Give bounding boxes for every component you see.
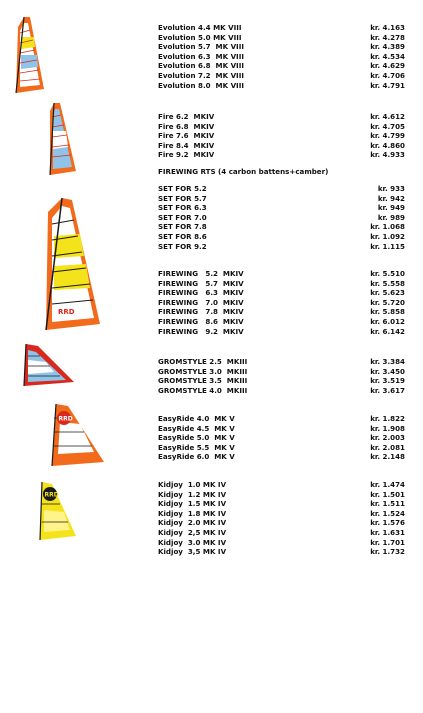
gromstyle-price-list — [158, 357, 405, 395]
gromstyle-price-row — [158, 376, 405, 386]
evolution-price-row — [158, 71, 405, 81]
model-name: SET FOR 7.8 — [158, 222, 207, 232]
model-name: FIREWING 7.8 MKIV — [158, 307, 244, 317]
model-price: kr. 4.163 — [370, 23, 405, 32]
gromstyle-sail-image — [20, 342, 76, 388]
model-price: kr. 5.720 — [370, 297, 405, 307]
model-price: kr. 949 — [377, 203, 405, 213]
easyride-price-row — [158, 414, 405, 424]
easyride-price-list — [158, 414, 405, 462]
model-name: FIREWING 7.0 MKIV — [158, 297, 244, 307]
fire-price-row — [158, 131, 405, 141]
model-price: kr. 4.278 — [370, 32, 405, 42]
model-name: Evolution 8.0 MK VIII — [158, 80, 244, 90]
model-name: Evolution 6.8 MK VIII — [158, 61, 244, 71]
fire-price-list — [158, 112, 405, 160]
model-name: Fire 6.2 MKIV — [158, 112, 215, 121]
model-price: kr. 4.799 — [370, 131, 405, 141]
model-name: Kidjoy 2.0 MK IV — [158, 518, 227, 528]
gromstyle-price-row — [158, 357, 405, 367]
kidjoy-price-row — [158, 480, 405, 490]
setfor-price-row — [158, 194, 405, 204]
model-price: kr. 5.510 — [370, 269, 405, 278]
model-name: SET FOR 8.6 — [158, 231, 207, 241]
firewing-price-row — [158, 279, 405, 289]
firewing-price-row — [158, 307, 405, 317]
model-name: Fire 9.2 MKIV — [158, 150, 215, 160]
model-price: kr. 1.501 — [370, 489, 405, 499]
model-price: kr. 1.822 — [370, 414, 405, 423]
evolution-sail-image — [10, 15, 46, 95]
model-price: kr. 3.519 — [370, 376, 405, 386]
evolution-price-row — [158, 61, 405, 71]
fire-sail-image — [44, 101, 80, 177]
model-name: SET FOR 5.2 — [158, 184, 207, 193]
model-price: kr. 4.933 — [370, 150, 405, 160]
model-price: kr. 1.115 — [370, 241, 405, 251]
model-name: Kidjoy 2,5 MK IV — [158, 527, 227, 537]
fire-price-row — [158, 112, 405, 122]
kidjoy-price-row — [158, 538, 405, 548]
evolution-price-list — [158, 23, 405, 90]
easyride-price-row — [158, 424, 405, 434]
model-name: Evolution 5.7 MK VIII — [158, 42, 244, 52]
model-name: Fire 6.8 MKIV — [158, 121, 215, 131]
model-name: Kidjoy 3.0 MK IV — [158, 537, 227, 547]
model-price: kr. 5.558 — [370, 278, 405, 288]
firewing-rts-heading: FIREWING RTS (4 carbon battens+camber) — [158, 167, 329, 176]
model-price: kr. 3.450 — [370, 366, 405, 376]
model-name: Kidjoy 1.0 MK IV — [158, 480, 227, 489]
fire-price-row — [158, 150, 405, 160]
firewing-price-list — [158, 269, 405, 336]
model-name: Evolution 7.2 MK VIII — [158, 70, 244, 80]
model-name: FIREWING 6.3 MKIV — [158, 288, 244, 298]
model-price: kr. 1.068 — [370, 222, 405, 232]
model-price: kr. 2.003 — [370, 433, 405, 443]
model-name: FIREWING 8.6 MKIV — [158, 316, 244, 326]
model-name: EasyRide 5.5 MK V — [158, 442, 235, 452]
kidjoy-price-row — [158, 490, 405, 500]
easyride-price-row — [158, 443, 405, 453]
model-price: kr. 6.012 — [370, 316, 405, 326]
model-name: GROMSTYLE 2.5 MKIII — [158, 357, 248, 366]
model-price: kr. 2.081 — [370, 442, 405, 452]
firewing-price-row — [158, 269, 405, 279]
model-name: SET FOR 6.3 — [158, 203, 207, 213]
model-name: EasyRide 4.5 MK V — [158, 423, 235, 433]
firewing-price-row — [158, 298, 405, 308]
model-price: kr. 989 — [377, 212, 405, 222]
evolution-price-row — [158, 81, 405, 91]
model-price: kr. 5.623 — [370, 288, 405, 298]
evolution-price-row — [158, 52, 405, 62]
model-price: kr. 1.511 — [370, 499, 405, 509]
model-price: kr. 4.389 — [370, 42, 405, 52]
kidjoy-price-row — [158, 518, 405, 528]
model-price: kr. 4.791 — [370, 80, 405, 90]
model-name: Evolution 5.0 MK VIII — [158, 32, 242, 42]
kidjoy-price-list — [158, 480, 405, 557]
model-name: EasyRide 5.0 MK V — [158, 433, 235, 443]
firewing-price-row — [158, 317, 405, 327]
kidjoy-price-row — [158, 499, 405, 509]
model-name: Kidjoy 1.8 MK IV — [158, 508, 227, 518]
setfor-price-row — [158, 222, 405, 232]
easyride-sail-logo: RRD — [58, 415, 73, 423]
model-price: kr. 3.384 — [370, 357, 405, 366]
easyride-sail-image — [46, 402, 110, 468]
model-name: GROMSTYLE 3.0 MKIII — [158, 366, 248, 376]
model-price: kr. 1.908 — [370, 423, 405, 433]
firewing-sail-logo: RRD — [58, 308, 75, 316]
firewing-price-row — [158, 327, 405, 337]
model-name: Kidjoy 3,5 MK IV — [158, 547, 227, 557]
model-name: Kidjoy 1.5 MK IV — [158, 499, 227, 509]
model-price: kr. 942 — [377, 193, 405, 203]
model-price: kr. 2.148 — [370, 452, 405, 462]
kidjoy-price-row — [158, 547, 405, 557]
easyride-price-row — [158, 452, 405, 462]
model-name: EasyRide 4.0 MK V — [158, 414, 235, 423]
kidjoy-sail-logo: RRD — [44, 491, 59, 499]
setfor-price-row — [158, 242, 405, 252]
model-price: kr. 1.576 — [370, 518, 405, 528]
model-name: FIREWING 9.2 MKIV — [158, 326, 244, 336]
model-price: kr. 1.701 — [370, 537, 405, 547]
evolution-price-row — [158, 33, 405, 43]
evolution-price-row — [158, 23, 405, 33]
model-price: kr. 1.092 — [370, 231, 405, 241]
model-price: kr. 4.705 — [370, 121, 405, 131]
evolution-price-row — [158, 42, 405, 52]
model-name: Kidjoy 1.2 MK IV — [158, 489, 227, 499]
model-price: kr. 5.858 — [370, 307, 405, 317]
model-name: EasyRide 6.0 MK V — [158, 452, 235, 462]
model-price: kr. 3.617 — [370, 385, 405, 395]
model-price: kr. 1.631 — [370, 527, 405, 537]
firewing-price-row — [158, 288, 405, 298]
model-price: kr. 1.732 — [370, 547, 405, 557]
model-price: kr. 6.142 — [370, 326, 405, 336]
model-price: kr. 4.629 — [370, 61, 405, 71]
setfor-price-row — [158, 184, 405, 194]
kidjoy-sail-image — [34, 480, 80, 542]
model-name: GROMSTYLE 3.5 MKIII — [158, 376, 248, 386]
setfor-price-row — [158, 203, 405, 213]
model-price: kr. 1.474 — [370, 480, 405, 489]
model-price: kr. 4.612 — [370, 112, 405, 121]
setfor-price-row — [158, 213, 405, 223]
model-name: Evolution 4.4 MK VIII — [158, 23, 242, 32]
kidjoy-price-row — [158, 528, 405, 538]
fire-price-row — [158, 141, 405, 151]
setfor-price-row — [158, 232, 405, 242]
model-price: kr. 933 — [377, 184, 405, 193]
model-name: SET FOR 5.7 — [158, 193, 207, 203]
model-name: Evolution 6.3 MK VIII — [158, 51, 244, 61]
gromstyle-price-row — [158, 386, 405, 396]
model-price: kr. 4.534 — [370, 51, 405, 61]
model-price: kr. 4.706 — [370, 70, 405, 80]
easyride-price-row — [158, 433, 405, 443]
model-name: Fire 8.4 MKIV — [158, 140, 215, 150]
model-name: SET FOR 7.0 — [158, 212, 207, 222]
model-name: FIREWING 5.7 MKIV — [158, 278, 244, 288]
model-price: kr. 1.524 — [370, 508, 405, 518]
gromstyle-price-row — [158, 367, 405, 377]
setfor-price-list — [158, 184, 405, 251]
kidjoy-price-row — [158, 509, 405, 519]
model-name: FIREWING 5.2 MKIV — [158, 269, 244, 278]
model-price: kr. 4.860 — [370, 140, 405, 150]
model-name: GROMSTYLE 4.0 MKIII — [158, 385, 248, 395]
fire-price-row — [158, 122, 405, 132]
model-name: Fire 7.6 MKIV — [158, 131, 215, 141]
model-name: SET FOR 9.2 — [158, 241, 207, 251]
firewing-sail-image — [38, 196, 104, 334]
